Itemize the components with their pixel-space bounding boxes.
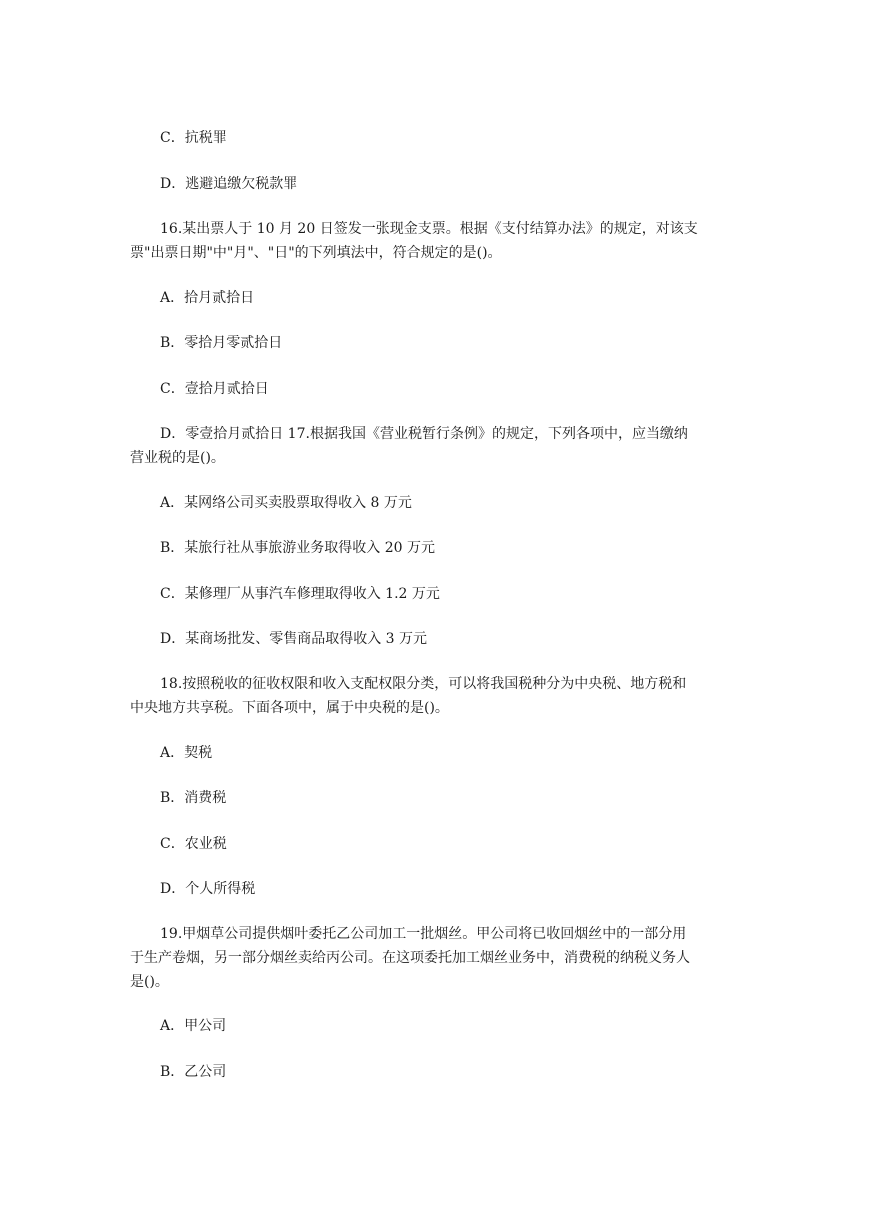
option-b: B．消费税: [160, 790, 227, 806]
option-a: A．某网络公司买卖股票取得收入 8 万元: [160, 495, 412, 511]
option-c: C．某修理厂从事汽车修理取得收入 1.2 万元: [160, 586, 440, 602]
option-a: A．拾月贰拾日: [160, 290, 255, 306]
option-d: D．逃避追缴欠税款罪: [160, 176, 298, 192]
question-19-line-2: 于生产卷烟，另一部分烟丝卖给丙公司。在这项委托加工烟丝业务中，消费税的纳税义务人: [130, 950, 690, 966]
question-17-line-2: 营业税的是()。: [130, 450, 225, 466]
option-d-question-17-line-1: D．零壹拾月贰拾日 17.根据我国《营业税暂行条例》的规定，下列各项中，应当缴纳: [160, 426, 688, 442]
option-b: B．乙公司: [160, 1064, 227, 1080]
option-b: B．零拾月零贰拾日: [160, 335, 283, 351]
option-b: B．某旅行社从事旅游业务取得收入 20 万元: [160, 540, 436, 556]
question-16-line-2: 票"出票日期"中"月"、"日"的下列填法中，符合规定的是()。: [130, 245, 502, 261]
option-a: A．甲公司: [160, 1018, 227, 1034]
question-18-line-2: 中央地方共享税。下面各项中，属于中央税的是()。: [130, 700, 449, 716]
option-a: A．契税: [160, 745, 213, 761]
option-d: D．个人所得税: [160, 881, 256, 897]
question-18-line-1: 18.按照税收的征收权限和收入支配权限分类，可以将我国税种分为中央税、地方税和: [160, 676, 687, 692]
question-16-line-1: 16.某出票人于 10 月 20 日签发一张现金支票。根据《支付结算办法》的规定，对该支: [160, 221, 698, 237]
question-19-line-1: 19.甲烟草公司提供烟叶委托乙公司加工一批烟丝。甲公司将已收回烟丝中的一部分用: [160, 926, 687, 942]
option-c: C．壹拾月贰拾日: [160, 381, 269, 397]
option-c: C．农业税: [160, 836, 227, 852]
question-19-line-3: 是()。: [130, 974, 169, 990]
option-c: C．抗税罪: [160, 130, 227, 146]
option-d: D．某商场批发、零售商品取得收入 3 万元: [160, 631, 428, 647]
